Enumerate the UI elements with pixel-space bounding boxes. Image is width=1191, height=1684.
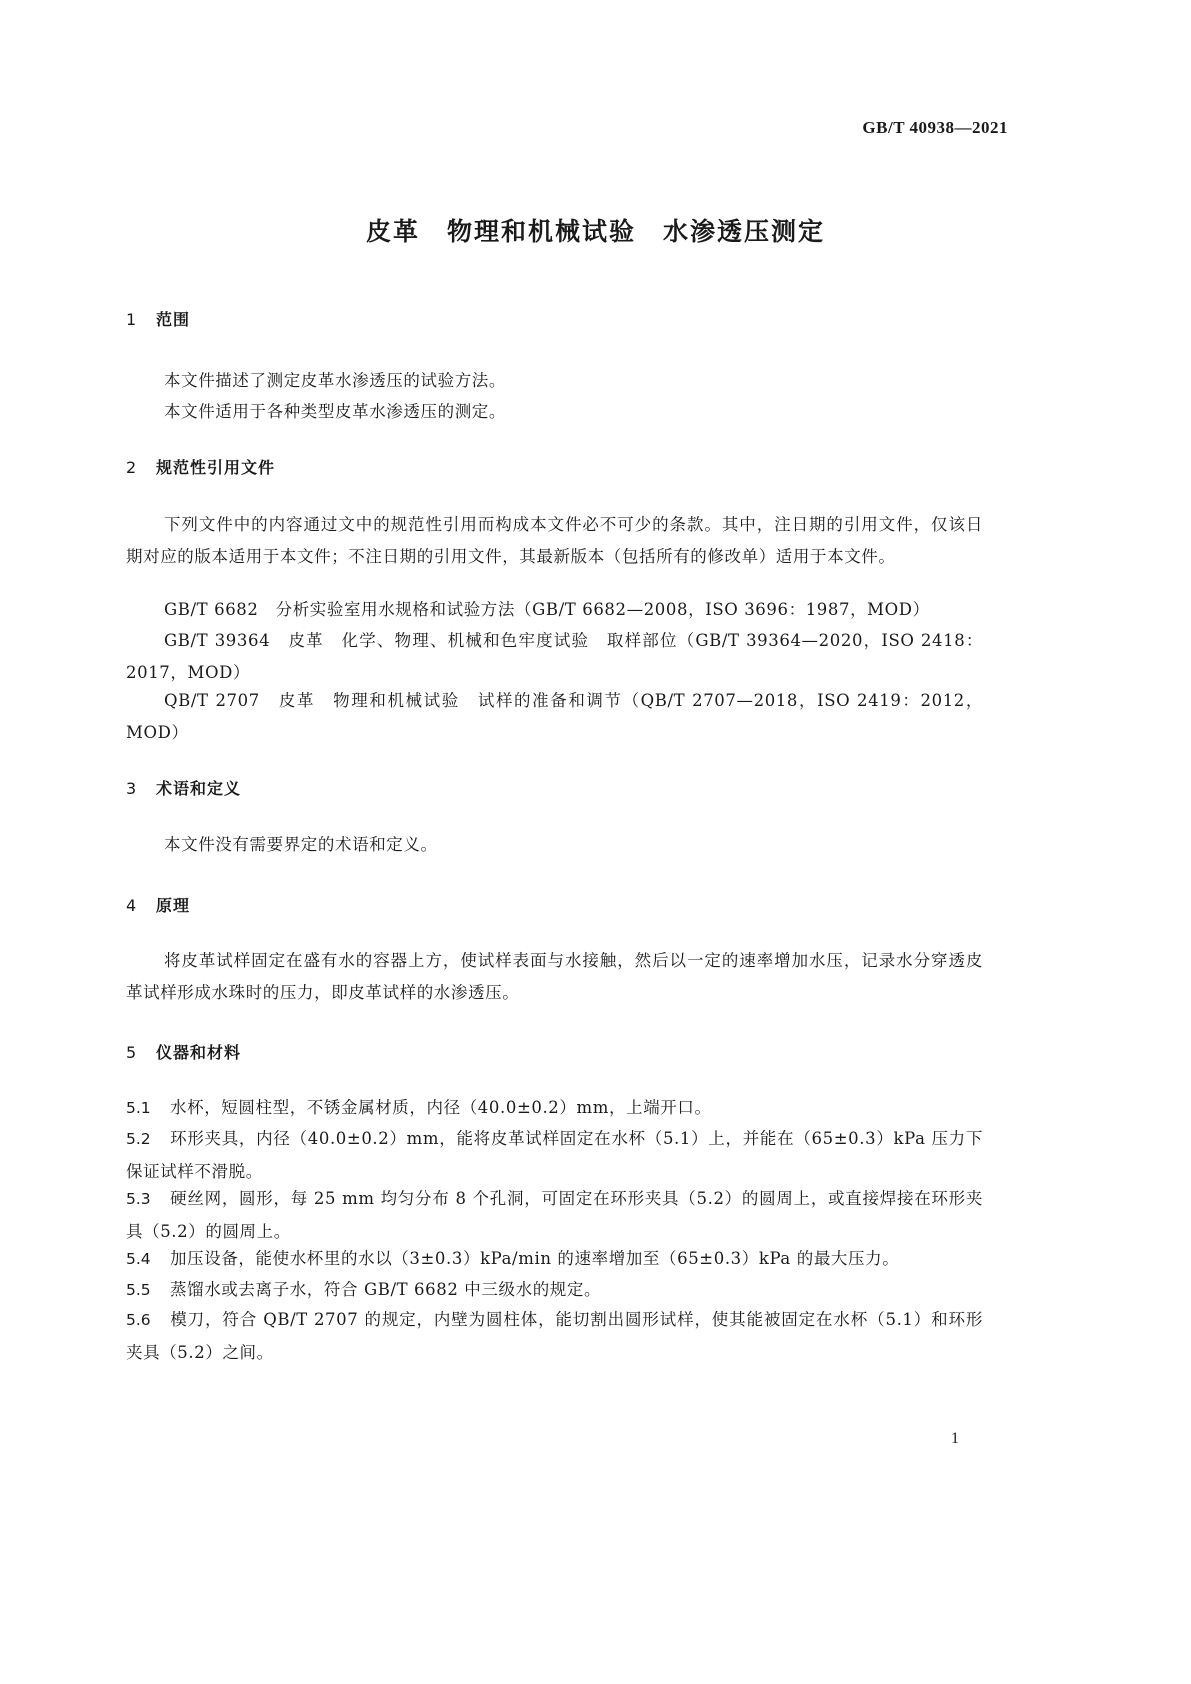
- section-title: 范围: [156, 310, 191, 329]
- item-number: 5.4: [126, 1250, 151, 1268]
- paragraph: 将皮革试样固定在盛有水的容器上方，使试样表面与水接触，然后以一定的速率增加水压，记录水分穿透皮革试样形成水珠时的压力，即皮革试样的水渗透压。: [126, 951, 983, 1002]
- section-number: 4: [126, 896, 138, 915]
- item-number: 5.1: [126, 1099, 151, 1117]
- section-title: 术语和定义: [156, 779, 242, 798]
- section-2-heading: [126, 455, 275, 478]
- list-item: [126, 1123, 983, 1187]
- paragraph: 本文件描述了测定皮革水渗透压的试验方法。: [164, 371, 506, 390]
- section-3-heading: [126, 776, 241, 799]
- normative-reference: QB/T 2707 皮革 物理和机械试验 试样的准备和调节（QB/T 2707—2018，ISO 2419：2012，MOD）: [126, 691, 983, 742]
- item-text: 蒸馏水或去离子水，符合 GB/T 6682 中三级水的规定。: [170, 1280, 602, 1299]
- normative-reference: GB/T 6682 分析实验室用水规格和试验方法（GB/T 6682—2008，ISO 3696：1987，MOD）: [164, 600, 930, 619]
- section-title: 规范性引用文件: [156, 458, 276, 477]
- section-4-heading: [126, 893, 190, 916]
- item-text: 硬丝网，圆形，每 25 mm 均匀分布 8 个孔洞，可固定在环形夹具（5.2）的圆周上，或直接焊接在环形夹具（5.2）的圆周上。: [126, 1189, 983, 1241]
- item-text: 环形夹具，内径（40.0±0.2）mm，能将皮革试样固定在水杯（5.1）上，并能在（65±0.3）kPa 压力下保证试样不滑脱。: [126, 1129, 983, 1181]
- list-item: [126, 1092, 983, 1125]
- section-number: 5: [126, 1043, 138, 1062]
- paragraph: 下列文件中的内容通过文中的规范性引用而构成本文件必不可少的条款。其中，注日期的引用文件，仅该日期对应的版本适用于本文件；不注日期的引用文件，其最新版本（包括所有的修改单）适用于本文件。: [126, 515, 983, 566]
- section-title: 原理: [156, 896, 191, 915]
- standard-code: GB/T 40938—2021: [862, 118, 1008, 137]
- list-item: [126, 1183, 983, 1247]
- list-item: [126, 1304, 983, 1368]
- item-number: 5.3: [126, 1190, 151, 1208]
- item-text: 水杯，短圆柱型，不锈金属材质，内径（40.0±0.2）mm，上端开口。: [170, 1098, 712, 1117]
- section-5-heading: [126, 1040, 241, 1063]
- section-1-heading: [126, 307, 190, 330]
- paragraph: 本文件适用于各种类型皮革水渗透压的测定。: [164, 402, 506, 421]
- section-number: 2: [126, 458, 138, 477]
- document-title: 皮革 物理和机械试验 水渗透压测定: [365, 217, 825, 246]
- item-number: 5.2: [126, 1130, 151, 1148]
- section-number: 3: [126, 779, 138, 798]
- section-title: 仪器和材料: [156, 1043, 242, 1062]
- item-text: 模刀，符合 QB/T 2707 的规定，内壁为圆柱体，能切割出圆形试样，使其能被固定在水杯（5.1）和环形夹具（5.2）之间。: [126, 1310, 983, 1362]
- item-number: 5.6: [126, 1311, 151, 1329]
- section-number: 1: [126, 310, 138, 329]
- page-number: 1: [951, 1430, 959, 1447]
- paragraph: 本文件没有需要界定的术语和定义。: [164, 835, 438, 854]
- list-item: [126, 1243, 983, 1276]
- item-number: 5.5: [126, 1281, 151, 1299]
- normative-reference: GB/T 39364 皮革 化学、物理、机械和色牢度试验 取样部位（GB/T 39364—2020，ISO 2418：2017，MOD）: [126, 631, 983, 682]
- list-item: [126, 1274, 983, 1307]
- item-text: 加压设备，能使水杯里的水以（3±0.3）kPa/min 的速率增加至（65±0.3）kPa 的最大压力。: [170, 1249, 900, 1268]
